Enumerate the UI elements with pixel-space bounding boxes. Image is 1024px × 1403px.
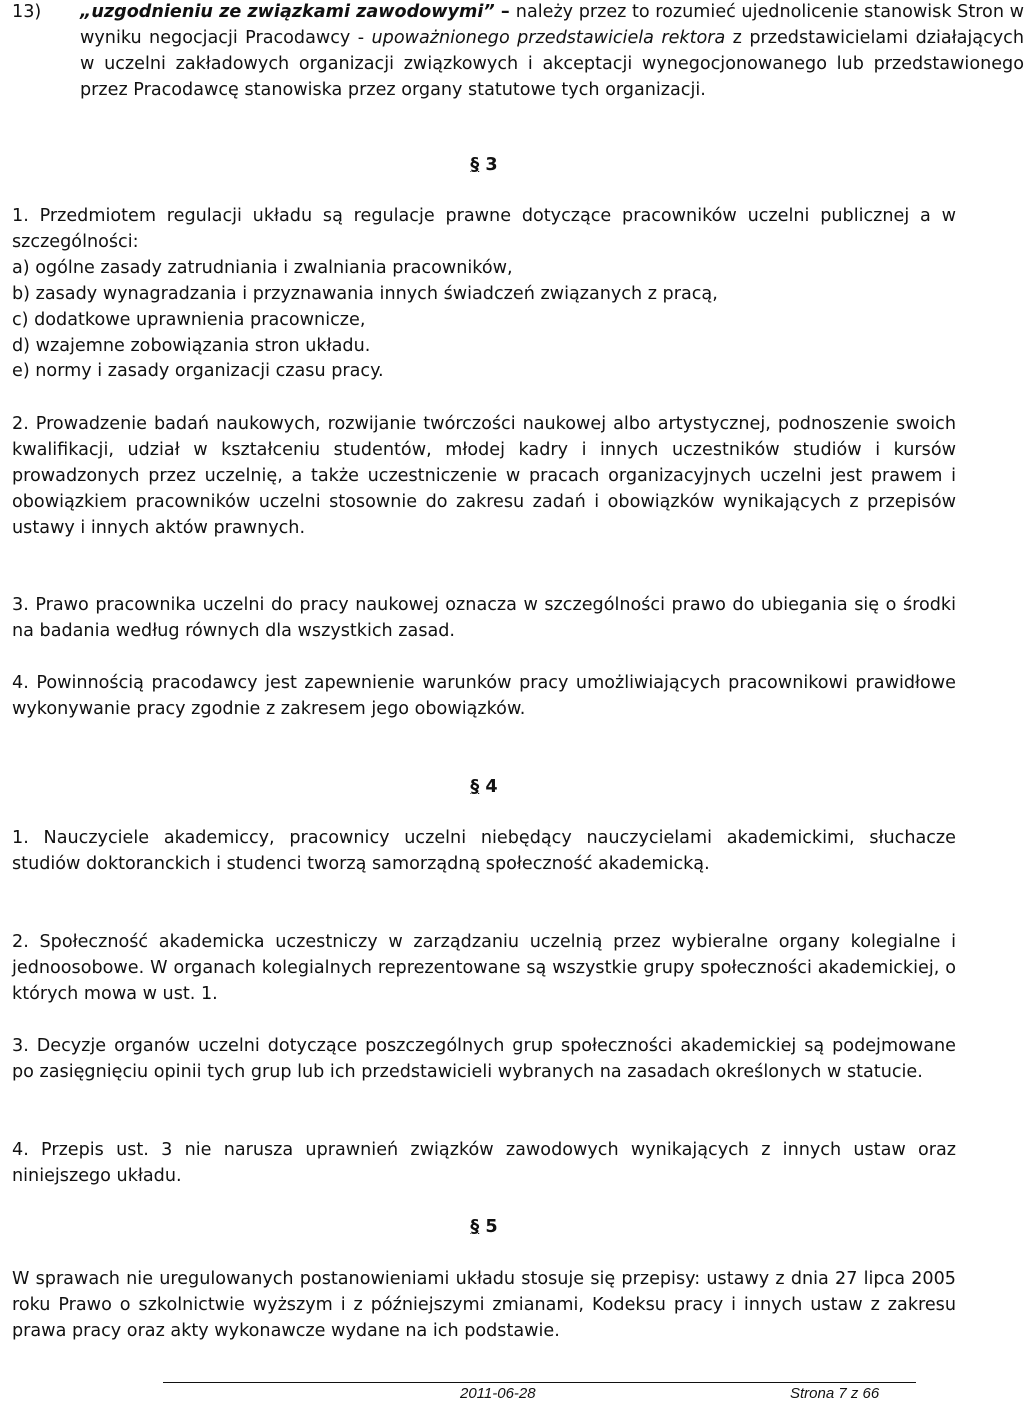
page-footer <box>0 1382 960 1403</box>
section-symbol: § <box>470 1217 480 1237</box>
list-item: d) wzajemne zobowiązania stron układu. <box>12 335 371 356</box>
definition-item-13 <box>12 0 1024 104</box>
section-3-paragraph-4: 4. Powinnością pracodawcy jest zapewnienie warunków pracy umożliwiających pracownikowi prawidłowe wykonywanie pracy zgodnie z zakresem jego obowiązków. <box>12 673 956 719</box>
section-4-paragraph-2: 2. Społeczność akademicka uczestniczy w zarządzaniu uczelnią przez wybieralne organy kolegialne i jednoosobowe. W organach kolegialnych reprezentowane są wszystkie grupy społeczności akademickiej, o których mowa w ust. 1. <box>12 932 956 1004</box>
list-item: b) zasady wynagradzania i przyznawania innych świadczeń związanych z pracą, <box>12 283 718 304</box>
section-3-paragraph-2: 2. Prowadzenie badań naukowych, rozwijanie twórczości naukowej albo artystycznej, podnoszenie swoich kwalifikacji, udział w kształceniu studentów, młodej kadry i innych uczestników studiów i kursów prowadzonych przez uczelnię, a także uczestniczenie w pracach organizacyjnych uczelni jest prawem i obowiązkiem pracowników uczelni stosownie do zakresu zadań i obowiązków wynikających z przepisów ustawy i innych aktów prawnych. <box>12 414 956 538</box>
section-heading-5 <box>12 1215 956 1241</box>
list-item: a) ogólne zasady zatrudniania i zwalniania pracowników, <box>12 257 513 278</box>
section-number: 5 <box>485 1217 498 1237</box>
section-4-paragraph-3: 3. Decyzje organów uczelni dotyczące poszczególnych grup społeczności akademickiej są podejmowane po zasięgnięciu opinii tych grup lub ich przedstawicieli wybranych na zasadach określonych w statucie. <box>12 1036 956 1082</box>
definition-text-italic: upoważnionego przedstawiciela rektora <box>371 27 726 48</box>
section-heading-4 <box>12 775 956 801</box>
list-item: c) dodatkowe uprawnienia pracownicze, <box>12 309 366 330</box>
section-3-paragraph-1 <box>12 204 956 385</box>
section-5-paragraph-1: W sprawach nie uregulowanych postanowieniami układu stosuje się przepisy: ustawy z dnia 27 lipca 2005 roku Prawo o szkolnictwie wyższym i z późniejszymi zmianami, Kodeksu pracy i innych ustaw z zakresu prawa pracy oraz akty wykonawcze wydane na ich podstawie. <box>12 1269 956 1341</box>
footer-divider <box>163 1382 916 1383</box>
list-item: e) normy i zasady organizacji czasu pracy. <box>12 361 384 382</box>
footer-date: 2011-06-28 <box>460 1385 536 1402</box>
section-heading-3 <box>12 153 956 179</box>
item-number: 13) <box>12 2 42 22</box>
definition-text-b: z przedstawicielami działających w uczelni zakładowych organizacji związkowych i akceptacji wynegocjonowanego lub przedstawionego przez Pracodawcę stanowiska przez organy statutowe tych organizacji. <box>80 27 1024 100</box>
footer-page-number: Strona 7 z 66 <box>790 1385 880 1402</box>
section-4-paragraph-4: 4. Przepis ust. 3 nie narusza uprawnień związków zawodowych wynikających z innych ustaw oraz niniejszego układu. <box>12 1140 956 1186</box>
section-symbol: § <box>470 777 480 797</box>
section-number: 4 <box>485 777 498 797</box>
definition-text-a: należy przez to rozumieć ujednolicenie stanowisk Stron w wyniku negocjacji Pracodawcy - <box>80 2 1024 48</box>
defined-term: „uzgodnieniu ze związkami zawodowymi” <box>80 2 495 22</box>
section-symbol: § <box>470 155 480 175</box>
section-3-paragraph-3: 3. Prawo pracownika uczelni do pracy naukowej oznacza w szczególności prawo do ubiegania się o środki na badania według równych dla wszystkich zasad. <box>12 595 956 641</box>
term-dash: – <box>494 2 516 22</box>
paragraph-intro: 1. Przedmiotem regulacji układu są regulacje prawne dotyczące pracowników uczelni publicznej a w szczególności: <box>12 206 956 252</box>
section-4-paragraph-1: 1. Nauczyciele akademiccy, pracownicy uczelni niebędący nauczycielami akademickimi, słuchacze studiów doktoranckich i studenci tworzą samorządną społeczność akademicką. <box>12 828 956 874</box>
section-number: 3 <box>485 155 498 175</box>
